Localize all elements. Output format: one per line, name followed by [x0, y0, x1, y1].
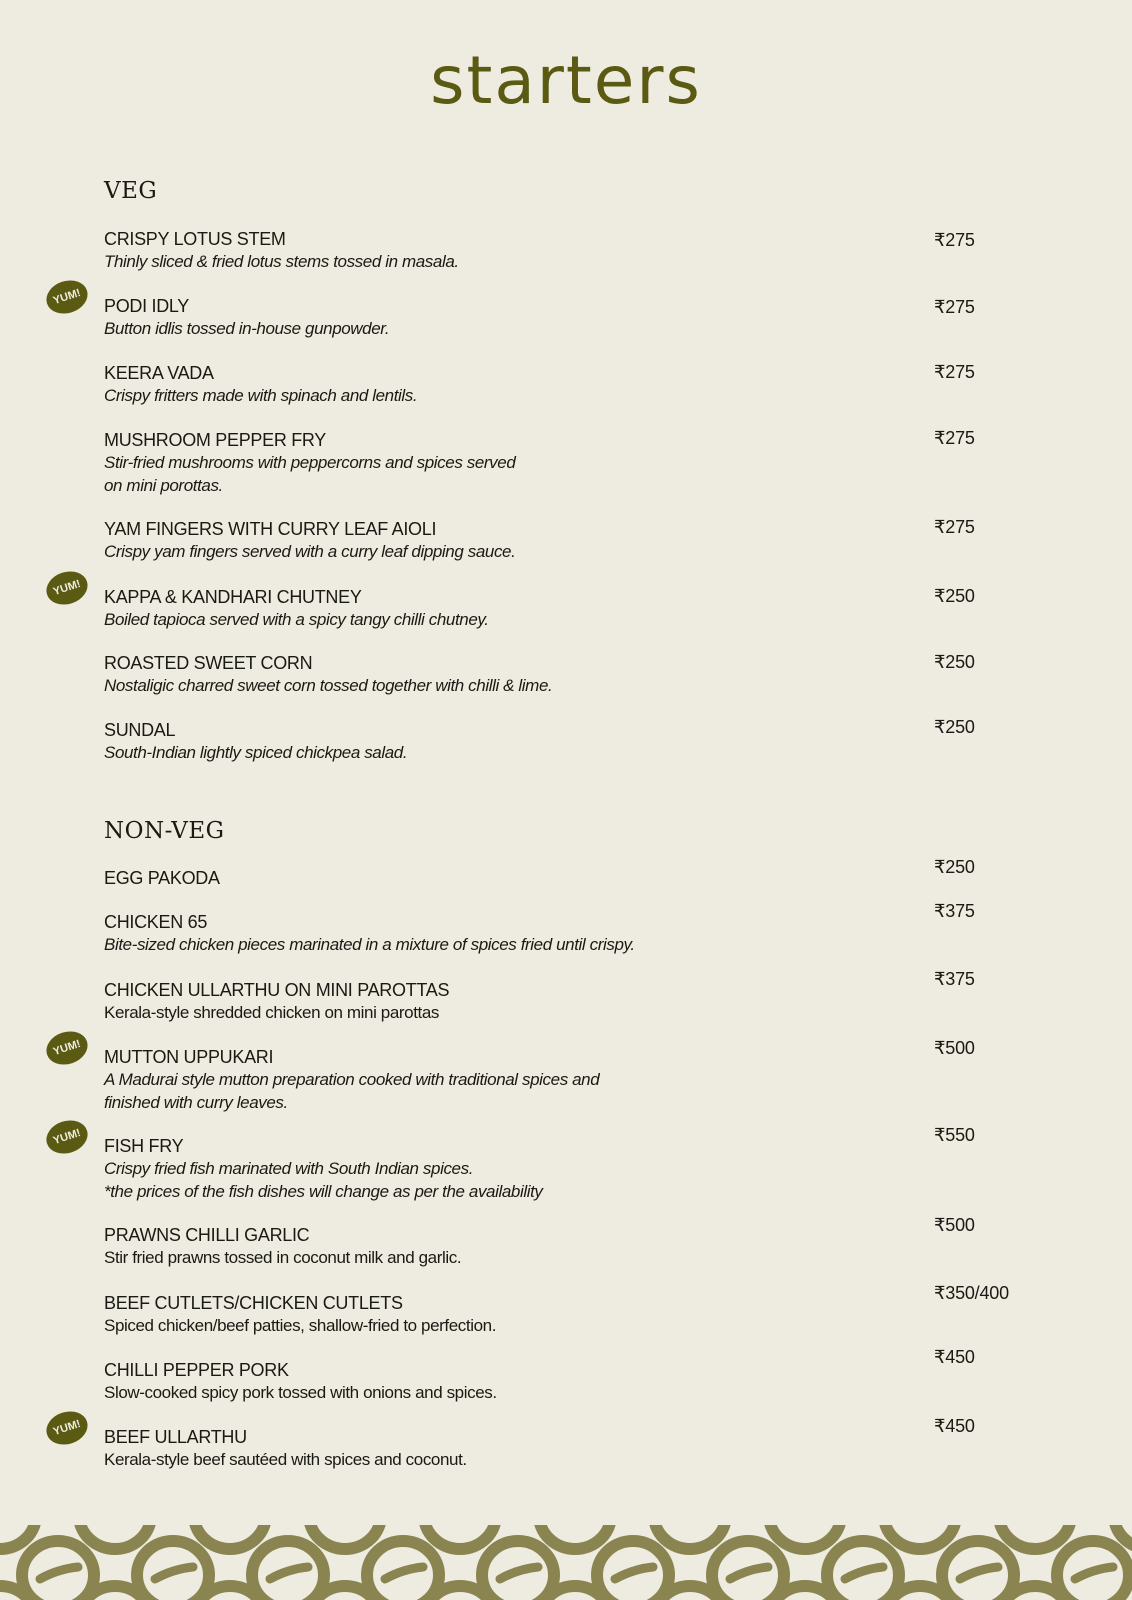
- ring-pattern-icon: [0, 1525, 1132, 1600]
- item-name: CRISPY LOTUS STEM: [104, 229, 286, 249]
- item-price: ₹550: [934, 1125, 975, 1145]
- item-description: Kerala-style shredded chicken on mini parottas: [104, 1003, 440, 1022]
- yum-badge-icon: YUM!: [42, 1115, 92, 1158]
- item-name: CHILLI PEPPER PORK: [104, 1360, 289, 1380]
- menu-item: [104, 901, 1064, 956]
- item-description: Kerala-style beef sautéed with spices and coconut.: [104, 1450, 467, 1469]
- section-heading-non-veg: NON-VEG: [104, 818, 225, 844]
- menu-item: [104, 518, 1064, 563]
- item-price: ₹275: [934, 230, 975, 250]
- item-price: ₹375: [934, 901, 975, 921]
- item-price: ₹500: [934, 1215, 975, 1235]
- menu-item: [104, 1215, 1064, 1269]
- yum-badge-icon: YUM!: [42, 1406, 92, 1449]
- item-name: KAPPA & KANDHARI CHUTNEY: [104, 587, 362, 607]
- section-heading-veg: VEG: [104, 178, 158, 204]
- item-name: FISH FRY: [104, 1136, 184, 1156]
- menu-item: [104, 1283, 1064, 1337]
- item-price: ₹250: [934, 652, 975, 672]
- menu-item: [104, 429, 1064, 497]
- menu-item: [104, 362, 1064, 407]
- item-price: ₹275: [934, 517, 975, 537]
- menu-item: [51, 1037, 1064, 1114]
- fish-price-note: *the prices of the fish dishes will change as per the availability: [104, 1182, 543, 1201]
- item-name: BEEF ULLARTHU: [104, 1427, 247, 1447]
- page-title: starters: [430, 42, 702, 119]
- item-description: A Madurai style mutton preparation cooked with traditional spices and: [104, 1070, 600, 1089]
- menu-item: [104, 1347, 1064, 1404]
- item-description: Crispy yam fingers served with a curry leaf dipping sauce.: [104, 542, 516, 561]
- menu-item: [51, 1416, 1064, 1471]
- item-price: ₹350/400: [934, 1283, 1009, 1303]
- item-description: Stir-fried mushrooms with peppercorns and spices served: [104, 453, 516, 472]
- menu-item: [104, 652, 1064, 697]
- item-description: on mini porottas.: [104, 476, 223, 495]
- menu-item: [104, 228, 1064, 273]
- menu-item: [104, 719, 1064, 764]
- item-price: ₹250: [934, 717, 975, 737]
- item-name: SUNDAL: [104, 720, 176, 740]
- item-name: BEEF CUTLETS/CHICKEN CUTLETS: [104, 1293, 403, 1313]
- item-description: Crispy fritters made with spinach and lentils.: [104, 386, 418, 405]
- item-name: YAM FINGERS WITH CURRY LEAF AIOLI: [104, 519, 437, 539]
- item-description: South-Indian lightly spiced chickpea salad.: [104, 743, 408, 762]
- decorative-pattern-band: [0, 1525, 1132, 1600]
- item-description: finished with curry leaves.: [104, 1093, 288, 1112]
- item-description: Nostaligic charred sweet corn tossed together with chilli & lime.: [104, 676, 553, 695]
- item-name: EGG PAKODA: [104, 868, 220, 888]
- menu-item: [51, 286, 1064, 340]
- item-price: ₹275: [934, 362, 975, 382]
- item-price: ₹375: [934, 969, 975, 989]
- item-description: Slow-cooked spicy pork tossed with onions and spices.: [104, 1383, 497, 1402]
- item-name: MUTTON UPPUKARI: [104, 1047, 274, 1067]
- item-description: Button idlis tossed in-house gunpowder.: [104, 319, 390, 338]
- menu-item: [51, 1125, 1064, 1203]
- item-name: PODI IDLY: [104, 296, 189, 316]
- item-name: CHICKEN 65: [104, 912, 208, 932]
- item-description: Thinly sliced & fried lotus stems tossed in masala.: [104, 252, 459, 271]
- yum-badge-icon: YUM!: [42, 1026, 92, 1069]
- item-price: ₹275: [934, 428, 975, 448]
- yum-badge-icon: YUM!: [42, 566, 92, 609]
- item-price: ₹250: [934, 857, 975, 877]
- menu-item: [51, 577, 1064, 631]
- menu-item: [104, 857, 1064, 889]
- item-description: Boiled tapioca served with a spicy tangy chilli chutney.: [104, 610, 489, 629]
- item-description: Bite-sized chicken pieces marinated in a mixture of spices fried until crispy.: [104, 935, 635, 954]
- item-name: CHICKEN ULLARTHU ON MINI PAROTTAS: [104, 980, 450, 1000]
- item-name: MUSHROOM PEPPER FRY: [104, 430, 326, 450]
- item-price: ₹275: [934, 297, 975, 317]
- item-description: Stir fried prawns tossed in coconut milk and garlic.: [104, 1248, 462, 1267]
- item-price: ₹250: [934, 586, 975, 606]
- item-price: ₹450: [934, 1416, 975, 1436]
- item-price: ₹500: [934, 1038, 975, 1058]
- item-name: PRAWNS CHILLI GARLIC: [104, 1225, 310, 1245]
- item-name: ROASTED SWEET CORN: [104, 653, 313, 673]
- item-price: ₹450: [934, 1347, 975, 1367]
- item-description: Crispy fried fish marinated with South Indian spices.: [104, 1159, 474, 1178]
- item-name: KEERA VADA: [104, 363, 214, 383]
- yum-badge-icon: YUM!: [42, 275, 92, 318]
- menu-item: [104, 969, 1064, 1024]
- item-description: Spiced chicken/beef patties, shallow-fried to perfection.: [104, 1316, 497, 1335]
